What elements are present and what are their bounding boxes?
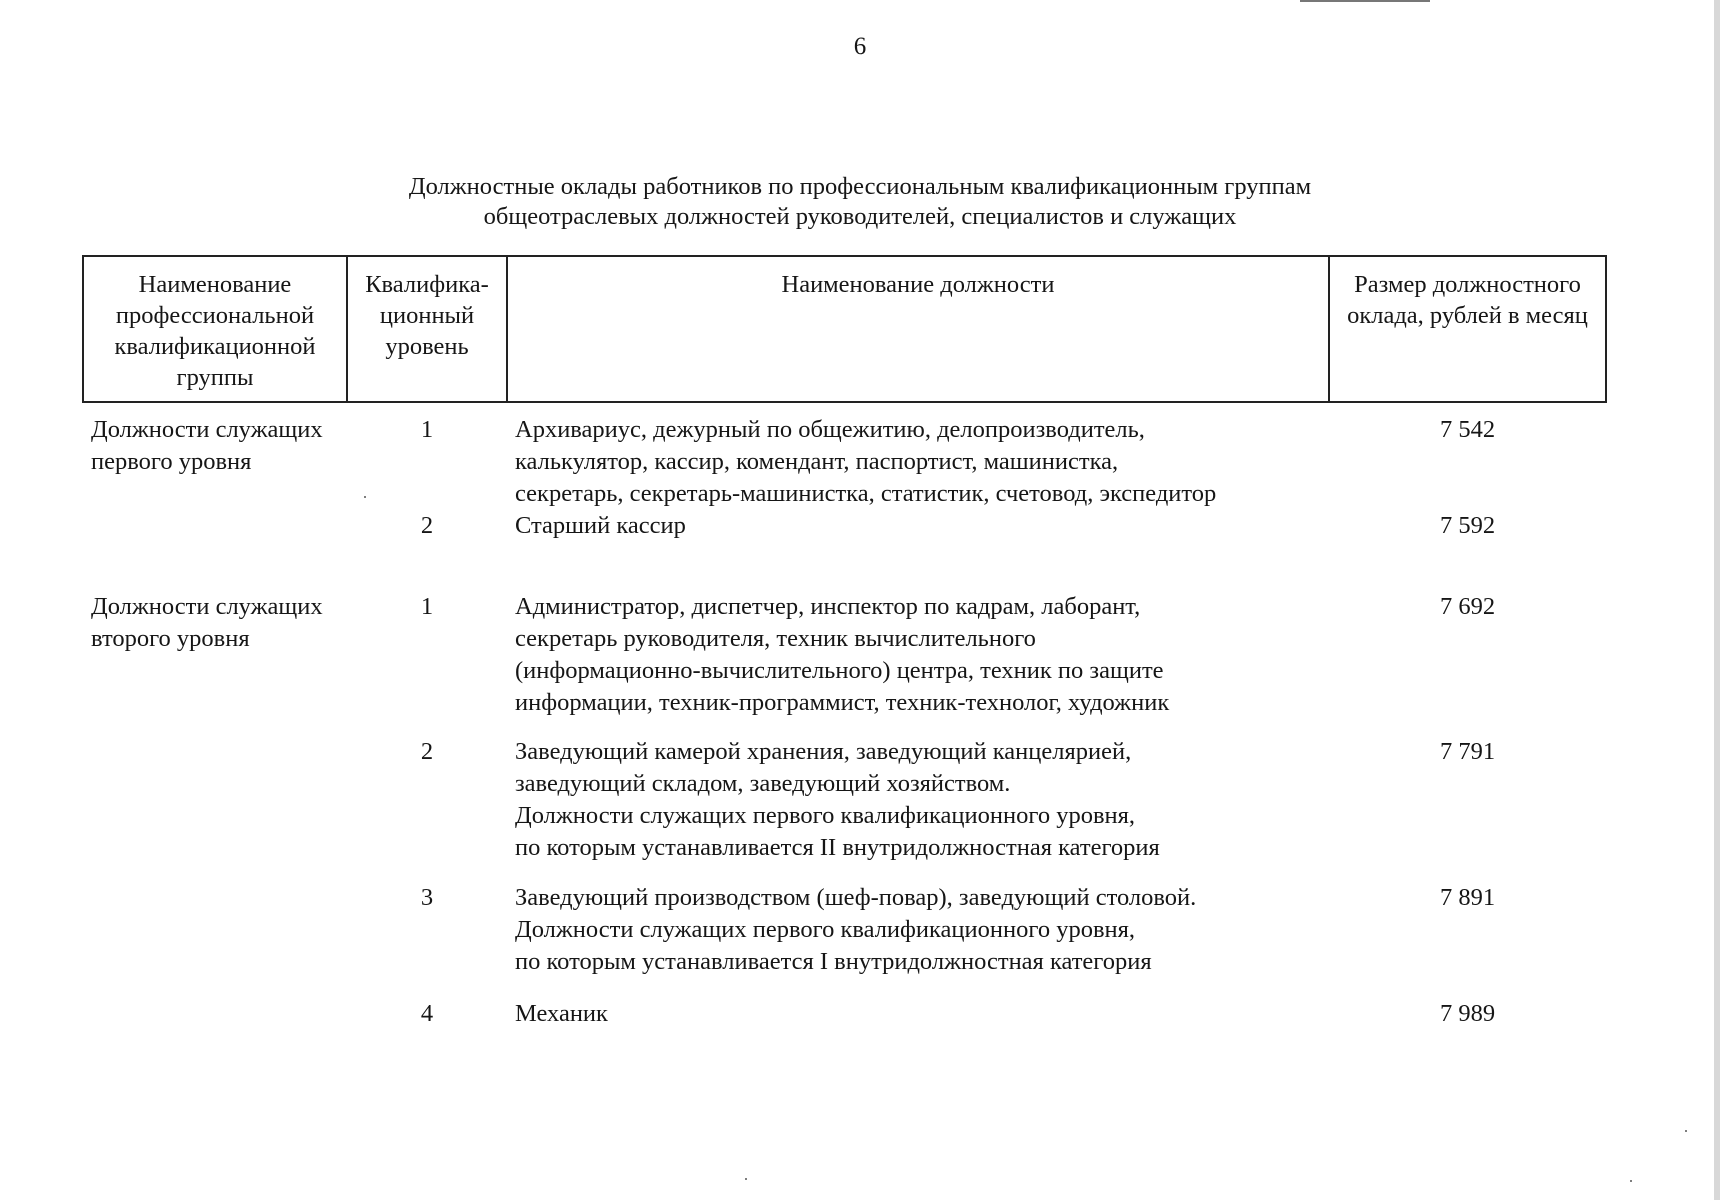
position-line: заведующий складом, заведующий хозяйством.: [515, 770, 1011, 797]
level-cell: 4: [420, 1000, 434, 1027]
level-cell: 3: [420, 884, 434, 911]
position-line: Должности служащих первого квалификационного уровня,: [515, 802, 1136, 829]
table-header-row: [83, 256, 1606, 402]
salary-cell: 7 791: [1439, 738, 1496, 765]
header-salary: Размер должностного оклада, рублей в месяц: [1329, 256, 1606, 402]
table-row: [83, 882, 1606, 998]
group-cell: Должности служащих первого уровня: [91, 416, 323, 475]
group-cell: [83, 998, 347, 1048]
salary-cell: 7 989: [1439, 1000, 1496, 1027]
position-line: по которым устанавливается II внутридолжностная категория: [515, 834, 1160, 861]
position-line: Должности служащих первого квалификационного уровня,: [515, 916, 1136, 943]
scan-speck: [1685, 1130, 1687, 1132]
position-cell: [507, 591, 1329, 736]
group-cell: [83, 736, 347, 882]
group-cell: [83, 510, 347, 591]
position-line: Старший кассир: [515, 512, 686, 539]
salary-table: [82, 255, 1607, 1048]
header-group: Наименование профессиональной квалификационной группы: [83, 256, 347, 402]
salary-cell: 7 692: [1439, 593, 1496, 620]
level-cell: 1: [420, 416, 434, 443]
position-line: Архивариус, дежурный по общежитию, делопроизводитель,: [515, 416, 1145, 443]
position-cell: [507, 736, 1329, 882]
position-cell: [507, 998, 1329, 1048]
position-line: Механик: [515, 1000, 608, 1027]
position-line: Заведующий производством (шеф-повар), заведующий столовой.: [515, 884, 1197, 911]
group-cell: [83, 882, 347, 998]
table-row: [83, 998, 1606, 1048]
page-number: 6: [853, 33, 867, 60]
title-line-2: общеотраслевых должностей руководителей, специалистов и служащих: [483, 203, 1237, 230]
level-cell: 2: [420, 738, 434, 765]
position-line: секретарь руководителя, техник вычислительного: [515, 625, 1036, 652]
position-line: по которым устанавливается I внутридолжностная категория: [515, 948, 1152, 975]
position-line: Заведующий камерой хранения, заведующий канцелярией,: [515, 738, 1132, 765]
position-cell: [507, 402, 1329, 510]
salary-cell: 7 542: [1439, 416, 1496, 443]
position-cell: [507, 882, 1329, 998]
header-position: Наименование должности: [507, 256, 1329, 402]
top-rule: [1300, 0, 1430, 2]
position-line: (информационно-вычислительного) центра, техник по защите: [515, 657, 1164, 684]
table-row: [83, 591, 1606, 736]
table-body: [83, 402, 1606, 1048]
salary-cell: 7 891: [1439, 884, 1496, 911]
position-line: информации, техник-программист, техник-технолог, художник: [515, 689, 1170, 716]
level-cell: 1: [420, 593, 434, 620]
scan-speck: [745, 1178, 747, 1180]
table-row: [83, 402, 1606, 510]
level-cell: 2: [420, 512, 434, 539]
table-row: [83, 510, 1606, 591]
position-line: калькулятор, кассир, комендант, паспортист, машинистка,: [515, 448, 1119, 475]
table-row: [83, 736, 1606, 882]
position-line: секретарь, секретарь-машинистка, статистик, счетовод, экспедитор: [515, 480, 1217, 507]
document-title: [0, 172, 1720, 232]
title-line-1: Должностные оклады работников по профессиональным квалификационным группам: [408, 173, 1312, 200]
salary-cell: 7 592: [1439, 512, 1496, 539]
header-level: Квалифика-ционный уровень: [347, 256, 507, 402]
group-cell: Должности служащих второго уровня: [91, 593, 323, 652]
position-cell: [507, 510, 1329, 591]
position-line: Администратор, диспетчер, инспектор по кадрам, лаборант,: [515, 593, 1141, 620]
scan-speck: [1630, 1180, 1632, 1182]
